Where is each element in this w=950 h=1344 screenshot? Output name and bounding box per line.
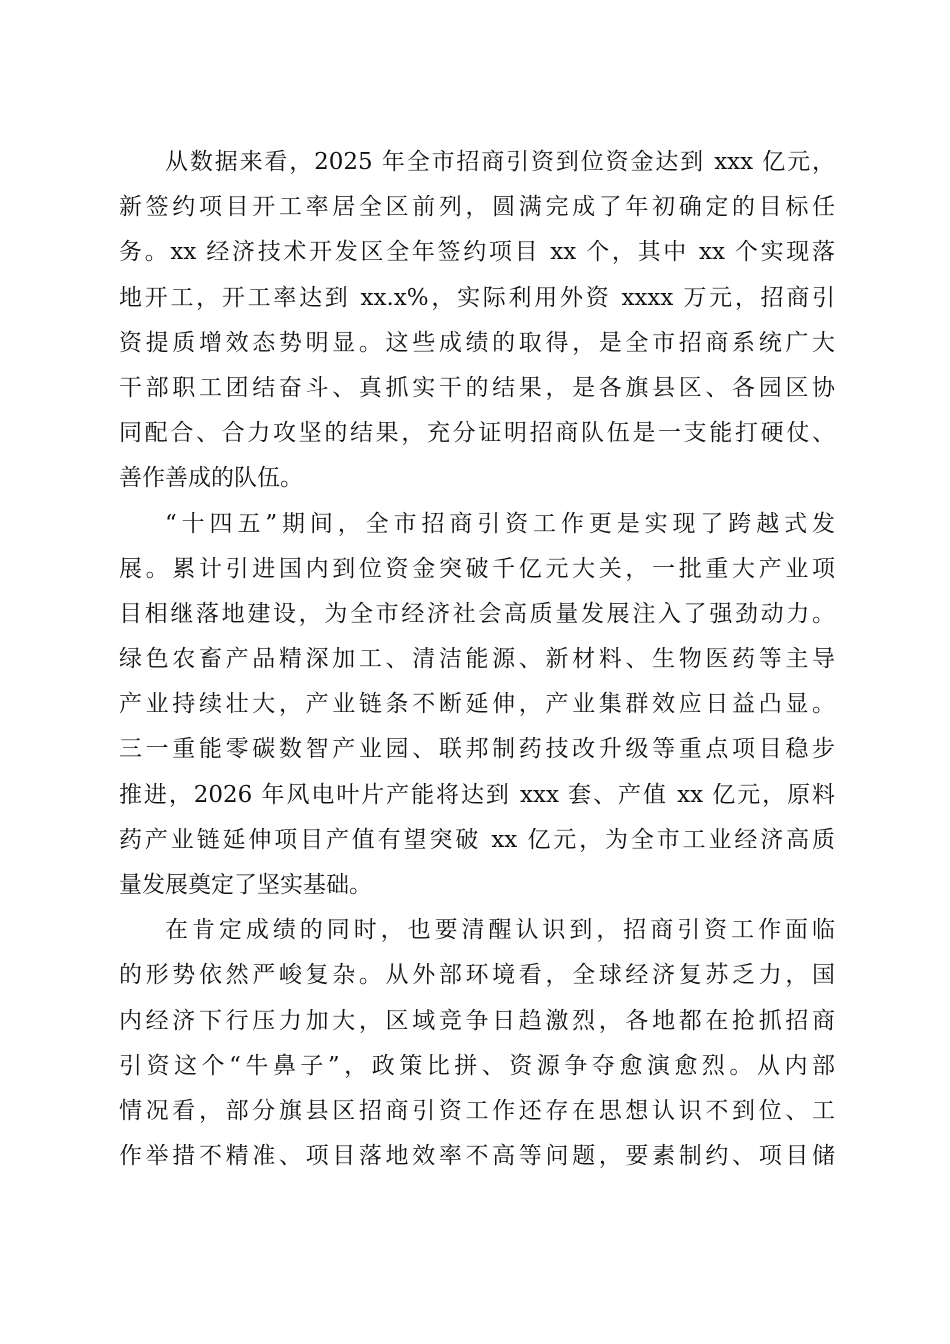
text-line: 内经济下行压力加大，区域竞争日趋激烈，各地都在抢抓招商 <box>119 1007 835 1034</box>
paragraph-1 <box>119 140 835 502</box>
text-line: 绿色农畜产品精深加工、清洁能源、新材料、生物医药等主导 <box>119 646 835 673</box>
text-line: 同配合、合力攻坚的结果，充分证明招商队伍是一支能打硬仗、 <box>119 420 835 447</box>
text-line: “十四五”期间，全市招商引资工作更是实现了跨越式发 <box>165 510 835 537</box>
text-line: 引资这个“牛鼻子”，政策比拼、资源争夺愈演愈烈。从内部 <box>119 1052 835 1079</box>
text-line: 从数据来看，2025 年全市招商引资到位资金达到 xxx 亿元， <box>165 149 835 175</box>
text-line: 资提质增效态势明显。这些成绩的取得，是全市招商系统广大 <box>119 329 835 356</box>
text-line: 目相继落地建设，为全市经济社会高质量发展注入了强劲动力。 <box>119 600 835 627</box>
text-line: 情况看，部分旗县区招商引资工作还存在思想认识不到位、工 <box>119 1097 835 1124</box>
text-line: 推进，2026 年风电叶片产能将达到 xxx 套、产值 xx 亿元，原料 <box>119 781 835 808</box>
text-line: 在肯定成绩的同时，也要清醒认识到，招商引资工作面临 <box>165 917 835 944</box>
text-line: 新签约项目开工率居全区前列，圆满完成了年初确定的目标任 <box>119 194 835 221</box>
text-line: 地开工，开工率达到 xx.x%，实际利用外资 xxxx 万元，招商引 <box>119 284 835 311</box>
text-line: 三一重能零碳数智产业园、联邦制药技改升级等重点项目稳步 <box>119 736 835 763</box>
text-line: 善作善成的队伍。 <box>119 465 303 492</box>
text-line: 展。累计引进国内到位资金突破千亿元大关，一批重大产业项 <box>119 555 835 582</box>
text-line: 务。xx 经济技术开发区全年签约项目 xx 个，其中 xx 个实现落 <box>119 239 835 266</box>
document-body <box>119 140 835 1179</box>
text-line: 量发展奠定了坚实基础。 <box>119 872 372 898</box>
text-line: 药产业链延伸项目产值有望突破 xx 亿元，为全市工业经济高质 <box>119 826 835 853</box>
text-line: 干部职工团结奋斗、真抓实干的结果，是各旗县区、各园区协 <box>119 374 835 401</box>
text-line: 的形势依然严峻复杂。从外部环境看，全球经济复苏乏力，国 <box>119 962 835 989</box>
paragraph-2 <box>119 502 835 909</box>
paragraph-3 <box>119 908 835 1179</box>
text-line: 作举措不精准、项目落地效率不高等问题，要素制约、项目储 <box>119 1143 835 1170</box>
text-line: 产业持续壮大，产业链条不断延伸，产业集群效应日益凸显。 <box>119 691 835 718</box>
